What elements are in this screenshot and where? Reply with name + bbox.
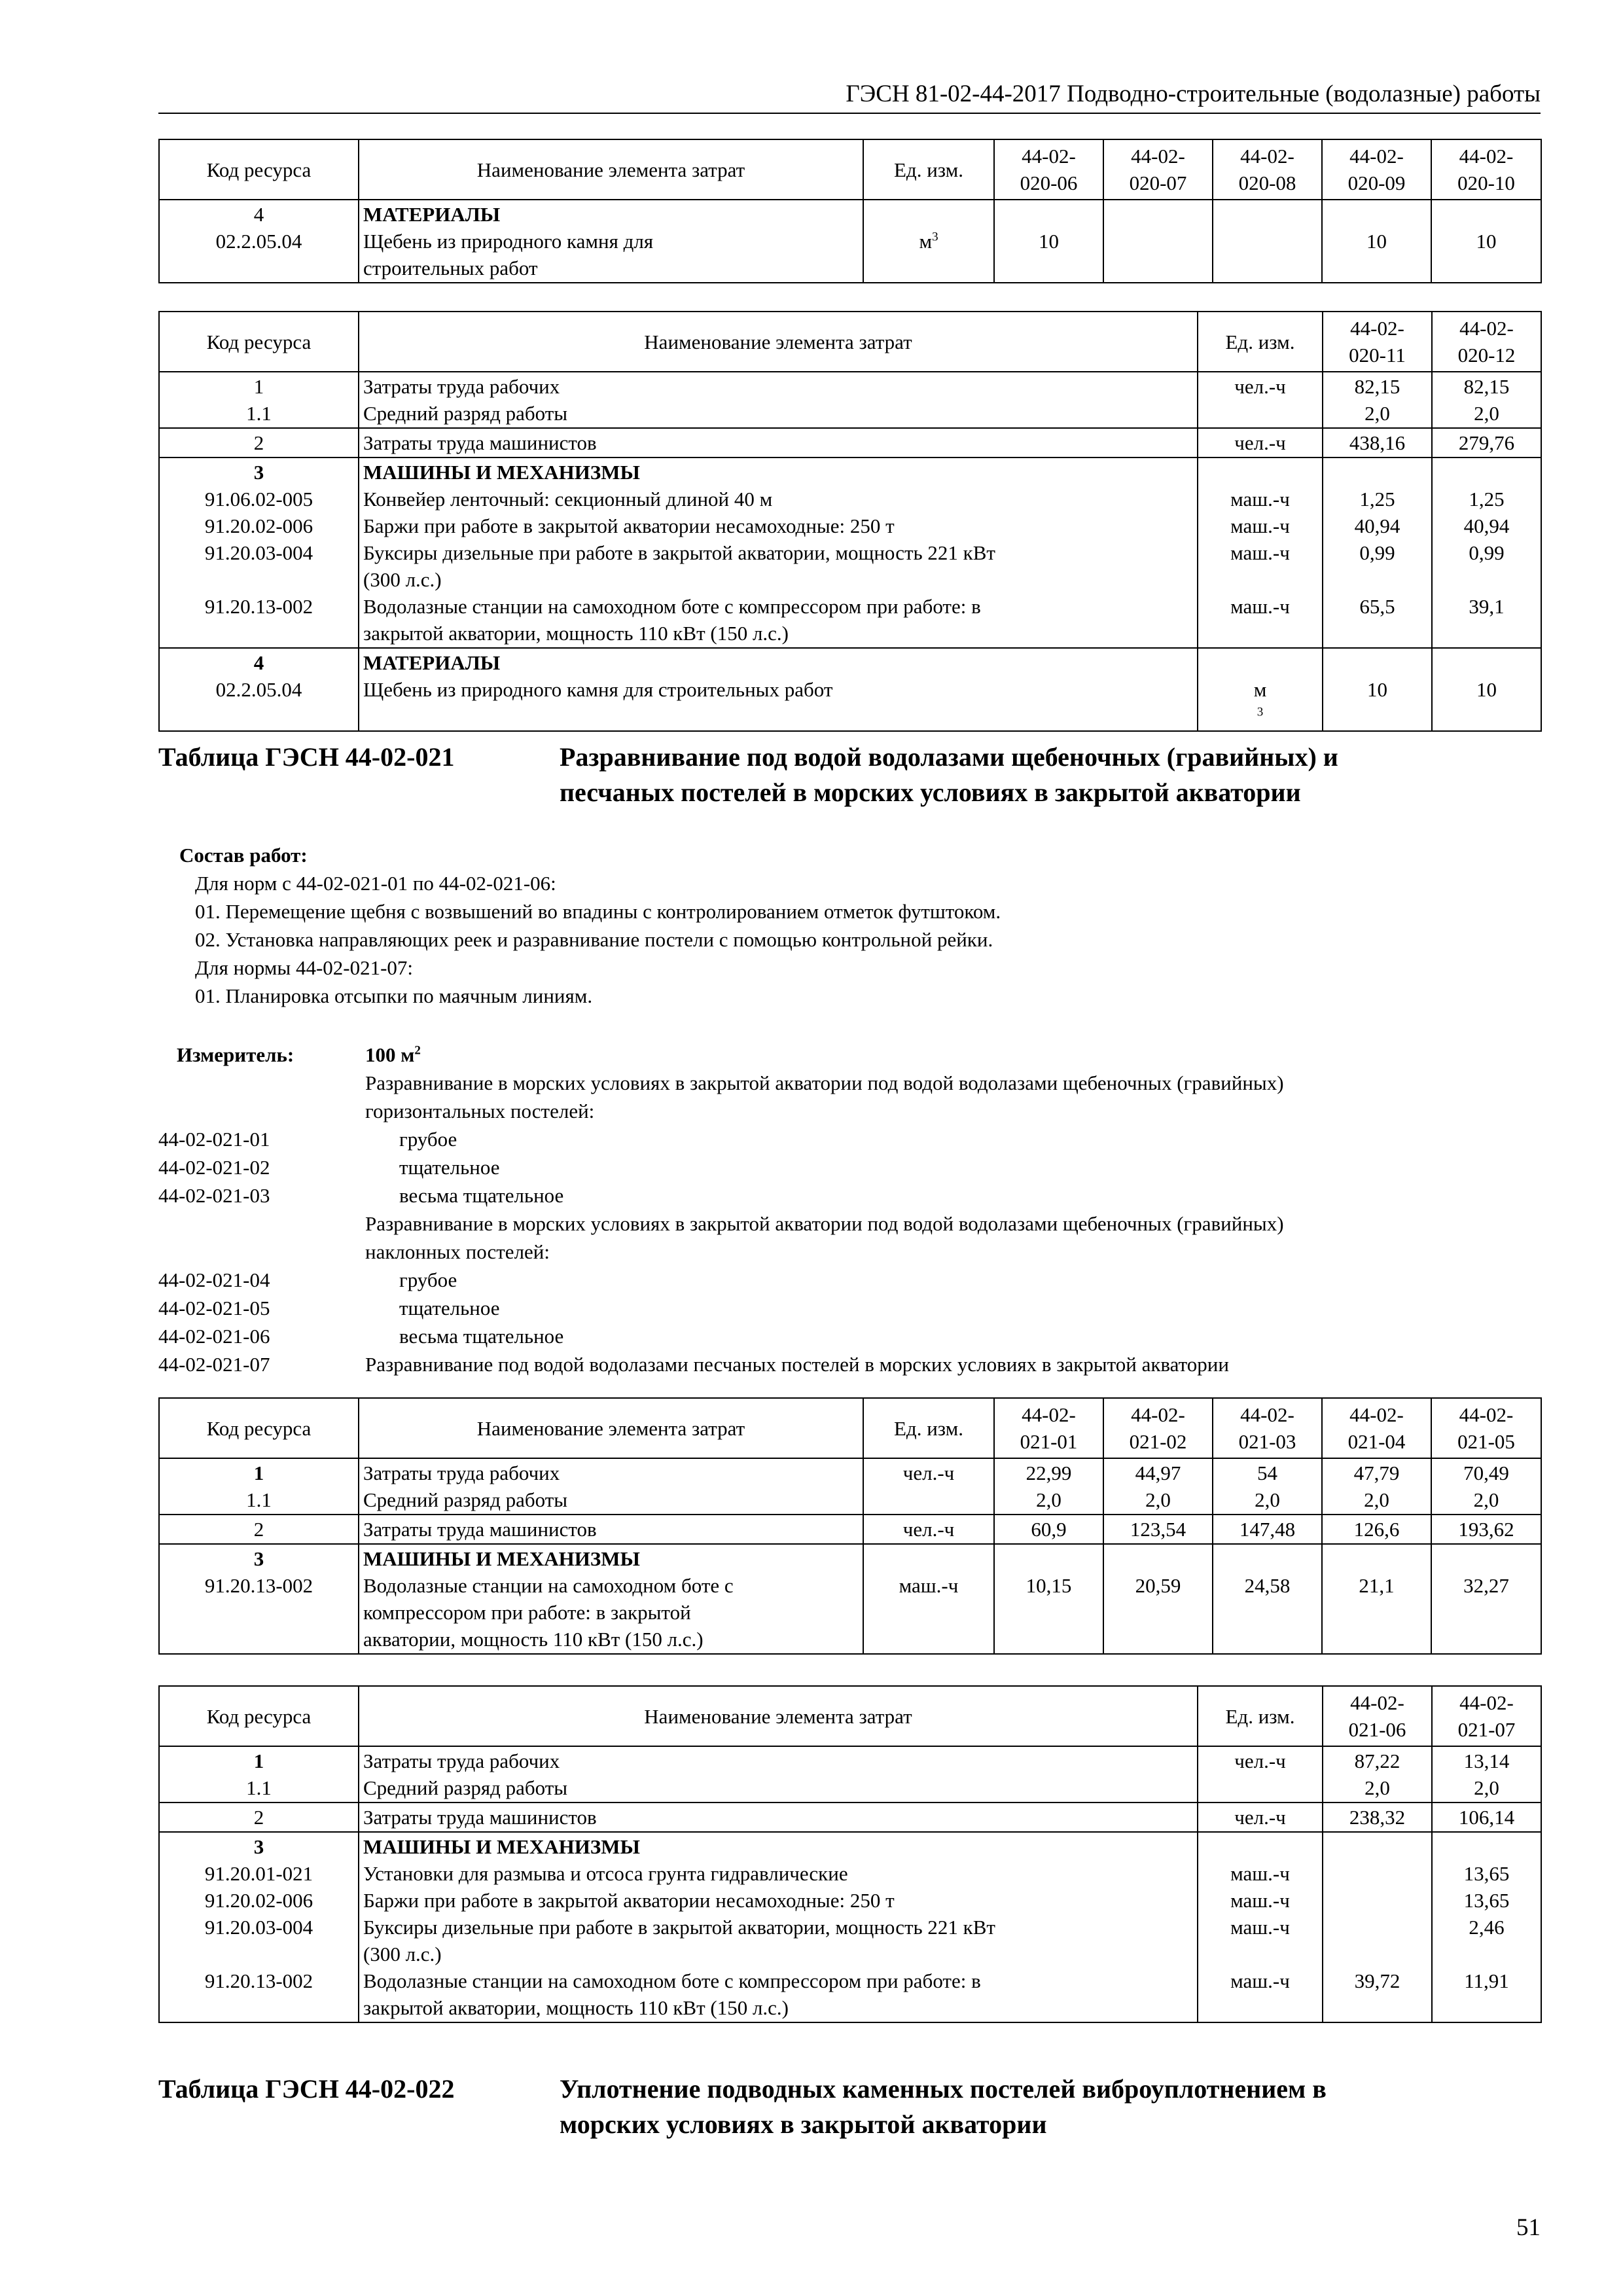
resource-code: 1 1.1 bbox=[159, 1746, 359, 1803]
value-cell bbox=[994, 200, 1103, 283]
norms-list bbox=[158, 1041, 1541, 1378]
col-header: 44-02- 021-04 bbox=[1322, 1398, 1431, 1458]
value-cell: 20,59 bbox=[1103, 1544, 1213, 1654]
table-row bbox=[159, 428, 1541, 457]
title-line: Разравнивание под водой водолазами щебеночных (гравийных) и bbox=[560, 742, 1338, 772]
table-row bbox=[159, 457, 1541, 648]
cost-element-name: Затраты труда рабочих Средний разряд работы bbox=[359, 1746, 1198, 1803]
value-cell: 21,1 bbox=[1322, 1544, 1431, 1654]
norm-row bbox=[158, 1181, 1541, 1210]
value: 10 bbox=[1039, 230, 1059, 253]
unit: чел.-ч bbox=[863, 1515, 994, 1544]
work-step: 01. Перемещение щебня с возвышений во впадины с контролированием отметок футштоком. bbox=[195, 900, 1001, 923]
col-header: Код ресурса bbox=[159, 1686, 359, 1746]
unit bbox=[863, 200, 994, 283]
norm-code: 44-02-021-04 bbox=[158, 1268, 270, 1291]
value-cell: 438,16 bbox=[1323, 428, 1432, 457]
value-cell: 10,15 bbox=[994, 1544, 1103, 1654]
col-header: 44-02- 020-06 bbox=[994, 139, 1103, 200]
cost-element-name: МАШИНЫ И МЕХАНИЗМЫ Водолазные станции на самоходном боте с компрессором при работе: в закрытой акватории, мощность 110 кВт (150 л.с.) bbox=[359, 1544, 863, 1654]
norm-group-title: Разравнивание в морских условиях в закрытой акватории под водой водолазами щебеночных (гравийных) bbox=[365, 1212, 1284, 1235]
measure-value bbox=[365, 1041, 421, 1069]
unit: чел.-ч bbox=[1198, 1746, 1323, 1803]
table-row bbox=[159, 1515, 1541, 1544]
unit: чел.-ч bbox=[1198, 372, 1323, 428]
work-step: 02. Установка направляющих реек и разравнивание постели с помощью контрольной рейки. bbox=[195, 928, 993, 951]
col-header: 44-02- 020-10 bbox=[1431, 139, 1541, 200]
value-cell: 22,99 2,0 bbox=[994, 1458, 1103, 1515]
table-title-021 bbox=[560, 740, 1541, 810]
cost-element-name: МАШИНЫ И МЕХАНИЗМЫ Конвейер ленточный: секционный длиной 40 м Баржи при работе в закрытой акватории несамоходные: 250 т Буксиры дизельные при работе в закрытой акватории, мощность 221 кВт (300 л.с.) Водолазные станции на самоходном боте с компрессором при работе: в закрытой акватории, мощность 110 кВт (150 л.с.) bbox=[359, 457, 1198, 648]
measure-sup: 2 bbox=[414, 1043, 421, 1058]
col-header: 44-02- 020-07 bbox=[1103, 139, 1213, 200]
title-line: Уплотнение подводных каменных постелей виброуплотнением в bbox=[560, 2074, 1327, 2104]
resource-code: 4 02.2.05.04 bbox=[159, 200, 359, 283]
page-number: 51 bbox=[1516, 2214, 1541, 2241]
col-header: Ед. изм. bbox=[863, 1398, 994, 1458]
unit-text: м bbox=[1253, 678, 1267, 701]
cost-element-name: МАШИНЫ И МЕХАНИЗМЫ Установки для размыва и отсоса грунта гидравлические Баржи при работе в закрытой акватории несамоходные: 250 т Буксиры дизельные при работе в закрытой акватории, мощность 221 кВт (300 л.с.) Водолазные станции на самоходном боте с компрессором при работе: в закрытой акватории, мощность 110 кВт (150 л.с.) bbox=[359, 1832, 1198, 2022]
value-cell: 106,14 bbox=[1432, 1803, 1541, 1832]
unit: чел.-ч bbox=[1198, 428, 1323, 457]
table-label-022: Таблица ГЭСН 44-02-022 bbox=[158, 2074, 455, 2104]
value-cell: 238,32 bbox=[1323, 1803, 1432, 1832]
value-cell: 39,72 bbox=[1323, 1832, 1432, 2022]
work-composition-label: Состав работ: bbox=[179, 844, 308, 867]
table-row bbox=[159, 1803, 1541, 1832]
table-row bbox=[159, 1746, 1541, 1803]
col-header: Наименование элемента затрат bbox=[359, 1686, 1198, 1746]
norm-code: 44-02-021-02 bbox=[158, 1156, 270, 1179]
value-cell: 60,9 bbox=[994, 1515, 1103, 1544]
work-step: 01. Планировка отсыпки по маячным линиям. bbox=[195, 984, 593, 1007]
resource-code: 4 02.2.05.04 bbox=[159, 648, 359, 731]
value-cell: 82,15 2,0 bbox=[1323, 372, 1432, 428]
col-header: 44-02- 021-03 bbox=[1213, 1398, 1322, 1458]
unit: чел.-ч bbox=[1198, 1803, 1323, 1832]
resource-code: 2 bbox=[159, 1803, 359, 1832]
title-line: песчаных постелей в морских условиях в закрытой акватории bbox=[560, 778, 1301, 807]
table-row bbox=[159, 1832, 1541, 2022]
norm-row bbox=[158, 1266, 1541, 1294]
col-header: Код ресурса bbox=[159, 1398, 359, 1458]
value-cell: 87,22 2,0 bbox=[1323, 1746, 1432, 1803]
col-header: 44-02- 021-01 bbox=[994, 1398, 1103, 1458]
value-cell: 54 2,0 bbox=[1213, 1458, 1322, 1515]
norm-text: тщательное bbox=[399, 1297, 500, 1319]
col-header: Ед. изм. bbox=[1198, 312, 1323, 372]
norm-code: 44-02-021-06 bbox=[158, 1325, 270, 1348]
value: 10 bbox=[1366, 230, 1387, 253]
resource-table-020-06-10 bbox=[158, 139, 1542, 283]
cost-element-name: Затраты труда машинистов bbox=[359, 1515, 863, 1544]
value-cell: 10 bbox=[1432, 648, 1541, 731]
norm-group-title: наклонных постелей: bbox=[365, 1240, 550, 1263]
col-header: 44-02- 021-02 bbox=[1103, 1398, 1213, 1458]
cost-element-name: Затраты труда машинистов bbox=[359, 428, 1198, 457]
col-header: Код ресурса bbox=[159, 139, 359, 200]
resource-code: 3 91.06.02-005 91.20.02-006 91.20.03-004 91.20.13-002 bbox=[159, 457, 359, 648]
value-cell: 70,49 2,0 bbox=[1431, 1458, 1541, 1515]
col-header: 44-02- 020-11 bbox=[1323, 312, 1432, 372]
value-cell bbox=[1103, 200, 1213, 283]
norm-row bbox=[158, 1294, 1541, 1322]
value: 10 bbox=[1476, 230, 1497, 253]
value-cell: 126,6 bbox=[1322, 1515, 1431, 1544]
unit: маш.-ч маш.-ч маш.-ч маш.-ч bbox=[1198, 1832, 1323, 2022]
norm-code: 44-02-021-01 bbox=[158, 1128, 270, 1151]
cost-element-desc: Щебень из природного камня для строительных работ bbox=[363, 230, 654, 279]
col-header: Наименование элемента затрат bbox=[359, 139, 863, 200]
norm-text: весьма тщательное bbox=[399, 1184, 564, 1207]
norm-row bbox=[158, 1125, 1541, 1153]
col-header: Ед. изм. bbox=[1198, 1686, 1323, 1746]
col-header: Ед. изм. bbox=[863, 139, 994, 200]
col-header: 44-02- 020-09 bbox=[1322, 139, 1431, 200]
norm-row bbox=[158, 1350, 1541, 1378]
unit-text: м bbox=[919, 230, 933, 253]
unit-sup: 3 bbox=[932, 230, 938, 244]
norm-code: 44-02-021-07 bbox=[158, 1353, 270, 1376]
value-cell: 1,25 40,94 0,99 65,5 bbox=[1323, 457, 1432, 648]
measure-text: 100 м bbox=[365, 1043, 415, 1066]
value-cell: 13,65 13,65 2,46 11,91 bbox=[1432, 1832, 1541, 2022]
norm-group-title: горизонтальных постелей: bbox=[365, 1100, 595, 1122]
value-cell: 279,76 bbox=[1432, 428, 1541, 457]
table-row bbox=[159, 372, 1541, 428]
norm-text: весьма тщательное bbox=[399, 1325, 564, 1348]
value-cell: 82,15 2,0 bbox=[1432, 372, 1541, 428]
value-cell: 123,54 bbox=[1103, 1515, 1213, 1544]
col-header: 44-02- 021-05 bbox=[1431, 1398, 1541, 1458]
norm-row bbox=[158, 1153, 1541, 1181]
cost-element-name: Затраты труда машинистов bbox=[359, 1803, 1198, 1832]
unit: маш.-ч bbox=[863, 1544, 994, 1654]
work-composition bbox=[179, 841, 1001, 1010]
cost-element-name: Затраты труда рабочих Средний разряд работы bbox=[359, 1458, 863, 1515]
resource-table-021-01-05 bbox=[158, 1397, 1542, 1655]
value-cell: 1,25 40,94 0,99 39,1 bbox=[1432, 457, 1541, 648]
cost-element-name: Затраты труда рабочих Средний разряд работы bbox=[359, 372, 1198, 428]
value-cell: 10 bbox=[1323, 648, 1432, 731]
unit: маш.-ч маш.-ч маш.-ч маш.-ч bbox=[1198, 457, 1323, 648]
unit: чел.-ч bbox=[863, 1458, 994, 1515]
value-cell: 47,79 2,0 bbox=[1322, 1458, 1431, 1515]
work-step: Для норм с 44-02-021-01 по 44-02-021-06: bbox=[195, 872, 556, 895]
col-header: Наименование элемента затрат bbox=[359, 1398, 863, 1458]
running-header bbox=[158, 73, 1541, 114]
table-row bbox=[159, 1544, 1541, 1654]
value-cell: 24,58 bbox=[1213, 1544, 1322, 1654]
group-title: МАТЕРИАЛЫ bbox=[363, 203, 501, 226]
unit-sup: 3 bbox=[1257, 705, 1264, 719]
cost-element-name bbox=[359, 200, 863, 283]
norm-group-title: Разравнивание в морских условиях в закрытой акватории под водой водолазами щебеночных (гравийных) bbox=[365, 1071, 1284, 1094]
running-header-title: ГЭСН 81-02-44-2017 Подводно-строительные (водолазные) работы bbox=[846, 81, 1541, 107]
col-header: Код ресурса bbox=[159, 312, 359, 372]
norm-code: 44-02-021-03 bbox=[158, 1184, 270, 1207]
table-row bbox=[159, 200, 1541, 283]
measure-label: Измеритель: bbox=[177, 1043, 294, 1066]
value-cell: 147,48 bbox=[1213, 1515, 1322, 1544]
table-row bbox=[159, 1458, 1541, 1515]
col-header: 44-02- 020-12 bbox=[1432, 312, 1541, 372]
col-header: 44-02- 021-07 bbox=[1432, 1686, 1541, 1746]
value-cell bbox=[1322, 200, 1431, 283]
norm-code: 44-02-021-05 bbox=[158, 1297, 270, 1319]
resource-code: 1 1.1 bbox=[159, 1458, 359, 1515]
norm-text: тщательное bbox=[399, 1156, 500, 1179]
table-label-021: Таблица ГЭСН 44-02-021 bbox=[158, 742, 455, 772]
cost-element-name: МАТЕРИАЛЫ Щебень из природного камня для строительных работ bbox=[359, 648, 1198, 731]
value-cell: 44,97 2,0 bbox=[1103, 1458, 1213, 1515]
col-header: 44-02- 021-06 bbox=[1323, 1686, 1432, 1746]
col-header: 44-02- 020-08 bbox=[1213, 139, 1322, 200]
resource-code: 2 bbox=[159, 428, 359, 457]
resource-table-021-06-07 bbox=[158, 1685, 1542, 2023]
resource-code: 2 bbox=[159, 1515, 359, 1544]
norm-text: грубое bbox=[399, 1268, 457, 1291]
unit bbox=[1198, 648, 1323, 731]
norm-text: Разравнивание под водой водолазами песчаных постелей в морских условиях в закрытой акватории bbox=[365, 1353, 1229, 1376]
col-header: Наименование элемента затрат bbox=[359, 312, 1198, 372]
table-title-022 bbox=[560, 2072, 1541, 2142]
value-cell: 13,14 2,0 bbox=[1432, 1746, 1541, 1803]
resource-table-020-11-12 bbox=[158, 311, 1542, 732]
norm-row bbox=[158, 1322, 1541, 1350]
value-cell bbox=[1431, 200, 1541, 283]
resource-code: 3 91.20.01-021 91.20.02-006 91.20.03-004 91.20.13-002 bbox=[159, 1832, 359, 2022]
value-cell: 32,27 bbox=[1431, 1544, 1541, 1654]
work-step: Для нормы 44-02-021-07: bbox=[195, 956, 414, 979]
title-line: морских условиях в закрытой акватории bbox=[560, 2109, 1047, 2139]
resource-code: 1 1.1 bbox=[159, 372, 359, 428]
value-cell bbox=[1213, 200, 1322, 283]
norm-text: грубое bbox=[399, 1128, 457, 1151]
resource-code: 3 91.20.13-002 bbox=[159, 1544, 359, 1654]
value-cell: 193,62 bbox=[1431, 1515, 1541, 1544]
table-row bbox=[159, 648, 1541, 731]
